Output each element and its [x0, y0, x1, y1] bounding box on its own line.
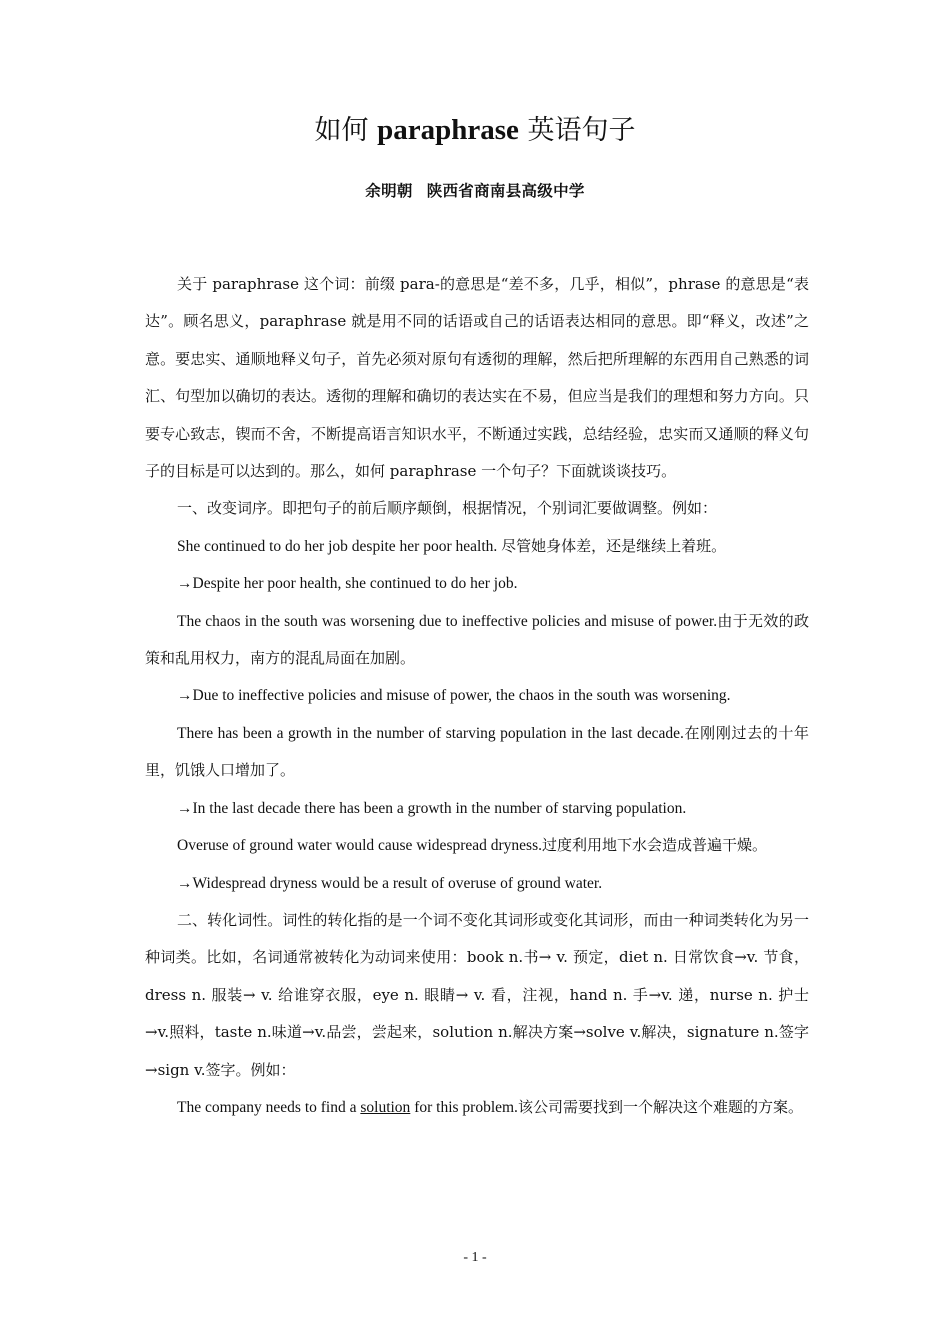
page-number: - 1 -	[463, 1250, 487, 1265]
example-2-english: The chaos in the south was worsening due to ineffective policies and misuse of power.	[177, 612, 718, 630]
intro-paragraph: 关于 paraphrase 这个词：前缀 para-的意思是“差不多，几乎，相似”，phrase 的意思是“表达”。顾名思义，paraphrase 就是用不同的话语或自己的话语表达相同的意思。即“释义，改述”之意。要忠实、通顺地释义句子，首先必须对原句有透彻的理解，然后把所理解的东西用自己熟悉的词汇、句型加以确切的表达。透彻的理解和确切的表达实在不易，但应当是我们的理想和努力方向。只要专心致志，锲而不舍，不断提高语言知识水平，不断通过实践，总结经验，忠实而又通顺的释义句子的目标是可以达到的。那么，如何 paraphrase 一个句子？下面就谈谈技巧。	[145, 275, 809, 481]
author-name: 余明朝	[365, 182, 413, 200]
section-one-heading: 一、改变词序。即把句子的前后顺序颠倒，根据情况，个别词汇要做调整。例如：	[177, 499, 718, 518]
example-2-rewrite: →Due to ineffective policies and misuse of power, the chaos in the south was worsening.	[177, 687, 731, 705]
document-title	[0, 112, 950, 149]
author-school: 陕西省商南县高级中学	[426, 182, 585, 200]
example-5-chinese: 该公司需要找到一个解决这个难题的方案。	[517, 1097, 803, 1116]
title-keyword: paraphrase	[377, 114, 519, 146]
example-3-chinese: 在刚刚过去的十年里，饥饿人口增加了。	[145, 723, 809, 780]
example-5-english-post: for this problem.	[410, 1098, 518, 1116]
document-body	[145, 266, 809, 1126]
author-line	[0, 180, 950, 202]
title-prefix: 如何	[314, 115, 378, 146]
section-two-heading: 二、转化词性。词性的转化指的是一个词不变化其词形或变化其词形，而由一种词类转化为另一种词类。比如，名词通常被转化为动词来使用：book n.书→ v. 预定，diet n. 日常饮食→v. 节食，dress n. 服装→ v. 给谁穿衣服，eye n. 眼睛→ v. 看，注视，hand n. 手→v. 递，nurse n. 护士→v.照料，taste n.味道→v.品尝，尝起来，solution n.解决方案→solve v.解决，signature n.签字→sign v.签字。例如：	[145, 910, 809, 1079]
example-1	[145, 528, 809, 565]
title-suffix: 英语句子	[518, 115, 636, 146]
example-1-chinese: 尽管她身体差，还是继续上着班。	[501, 536, 727, 555]
example-2	[145, 603, 809, 678]
example-4-english: Overuse of ground water would cause widespread dryness.	[177, 837, 542, 855]
example-1-english: She continued to do her job despite her poor health.	[177, 537, 502, 555]
example-3	[145, 715, 809, 790]
example-4-chinese: 过度利用地下水会造成普遍干燥。	[542, 836, 768, 855]
example-5	[145, 1089, 809, 1126]
example-4-rewrite: →Widespread dryness would be a result of overuse of ground water.	[177, 874, 603, 892]
example-5-underlined-word: solution	[360, 1098, 411, 1116]
example-1-rewrite: →Despite her poor health, she continued to do her job.	[177, 575, 518, 593]
example-2-chinese: 由于无效的政策和乱用权力，南方的混乱局面在加剧。	[145, 611, 809, 668]
example-5-english-pre: The company needs to find a	[177, 1098, 361, 1116]
example-3-rewrite: →In the last decade there has been a growth in the number of starving population.	[177, 799, 687, 817]
example-4	[145, 827, 809, 864]
example-3-english: There has been a growth in the number of starving population in the last decade.	[177, 724, 684, 742]
